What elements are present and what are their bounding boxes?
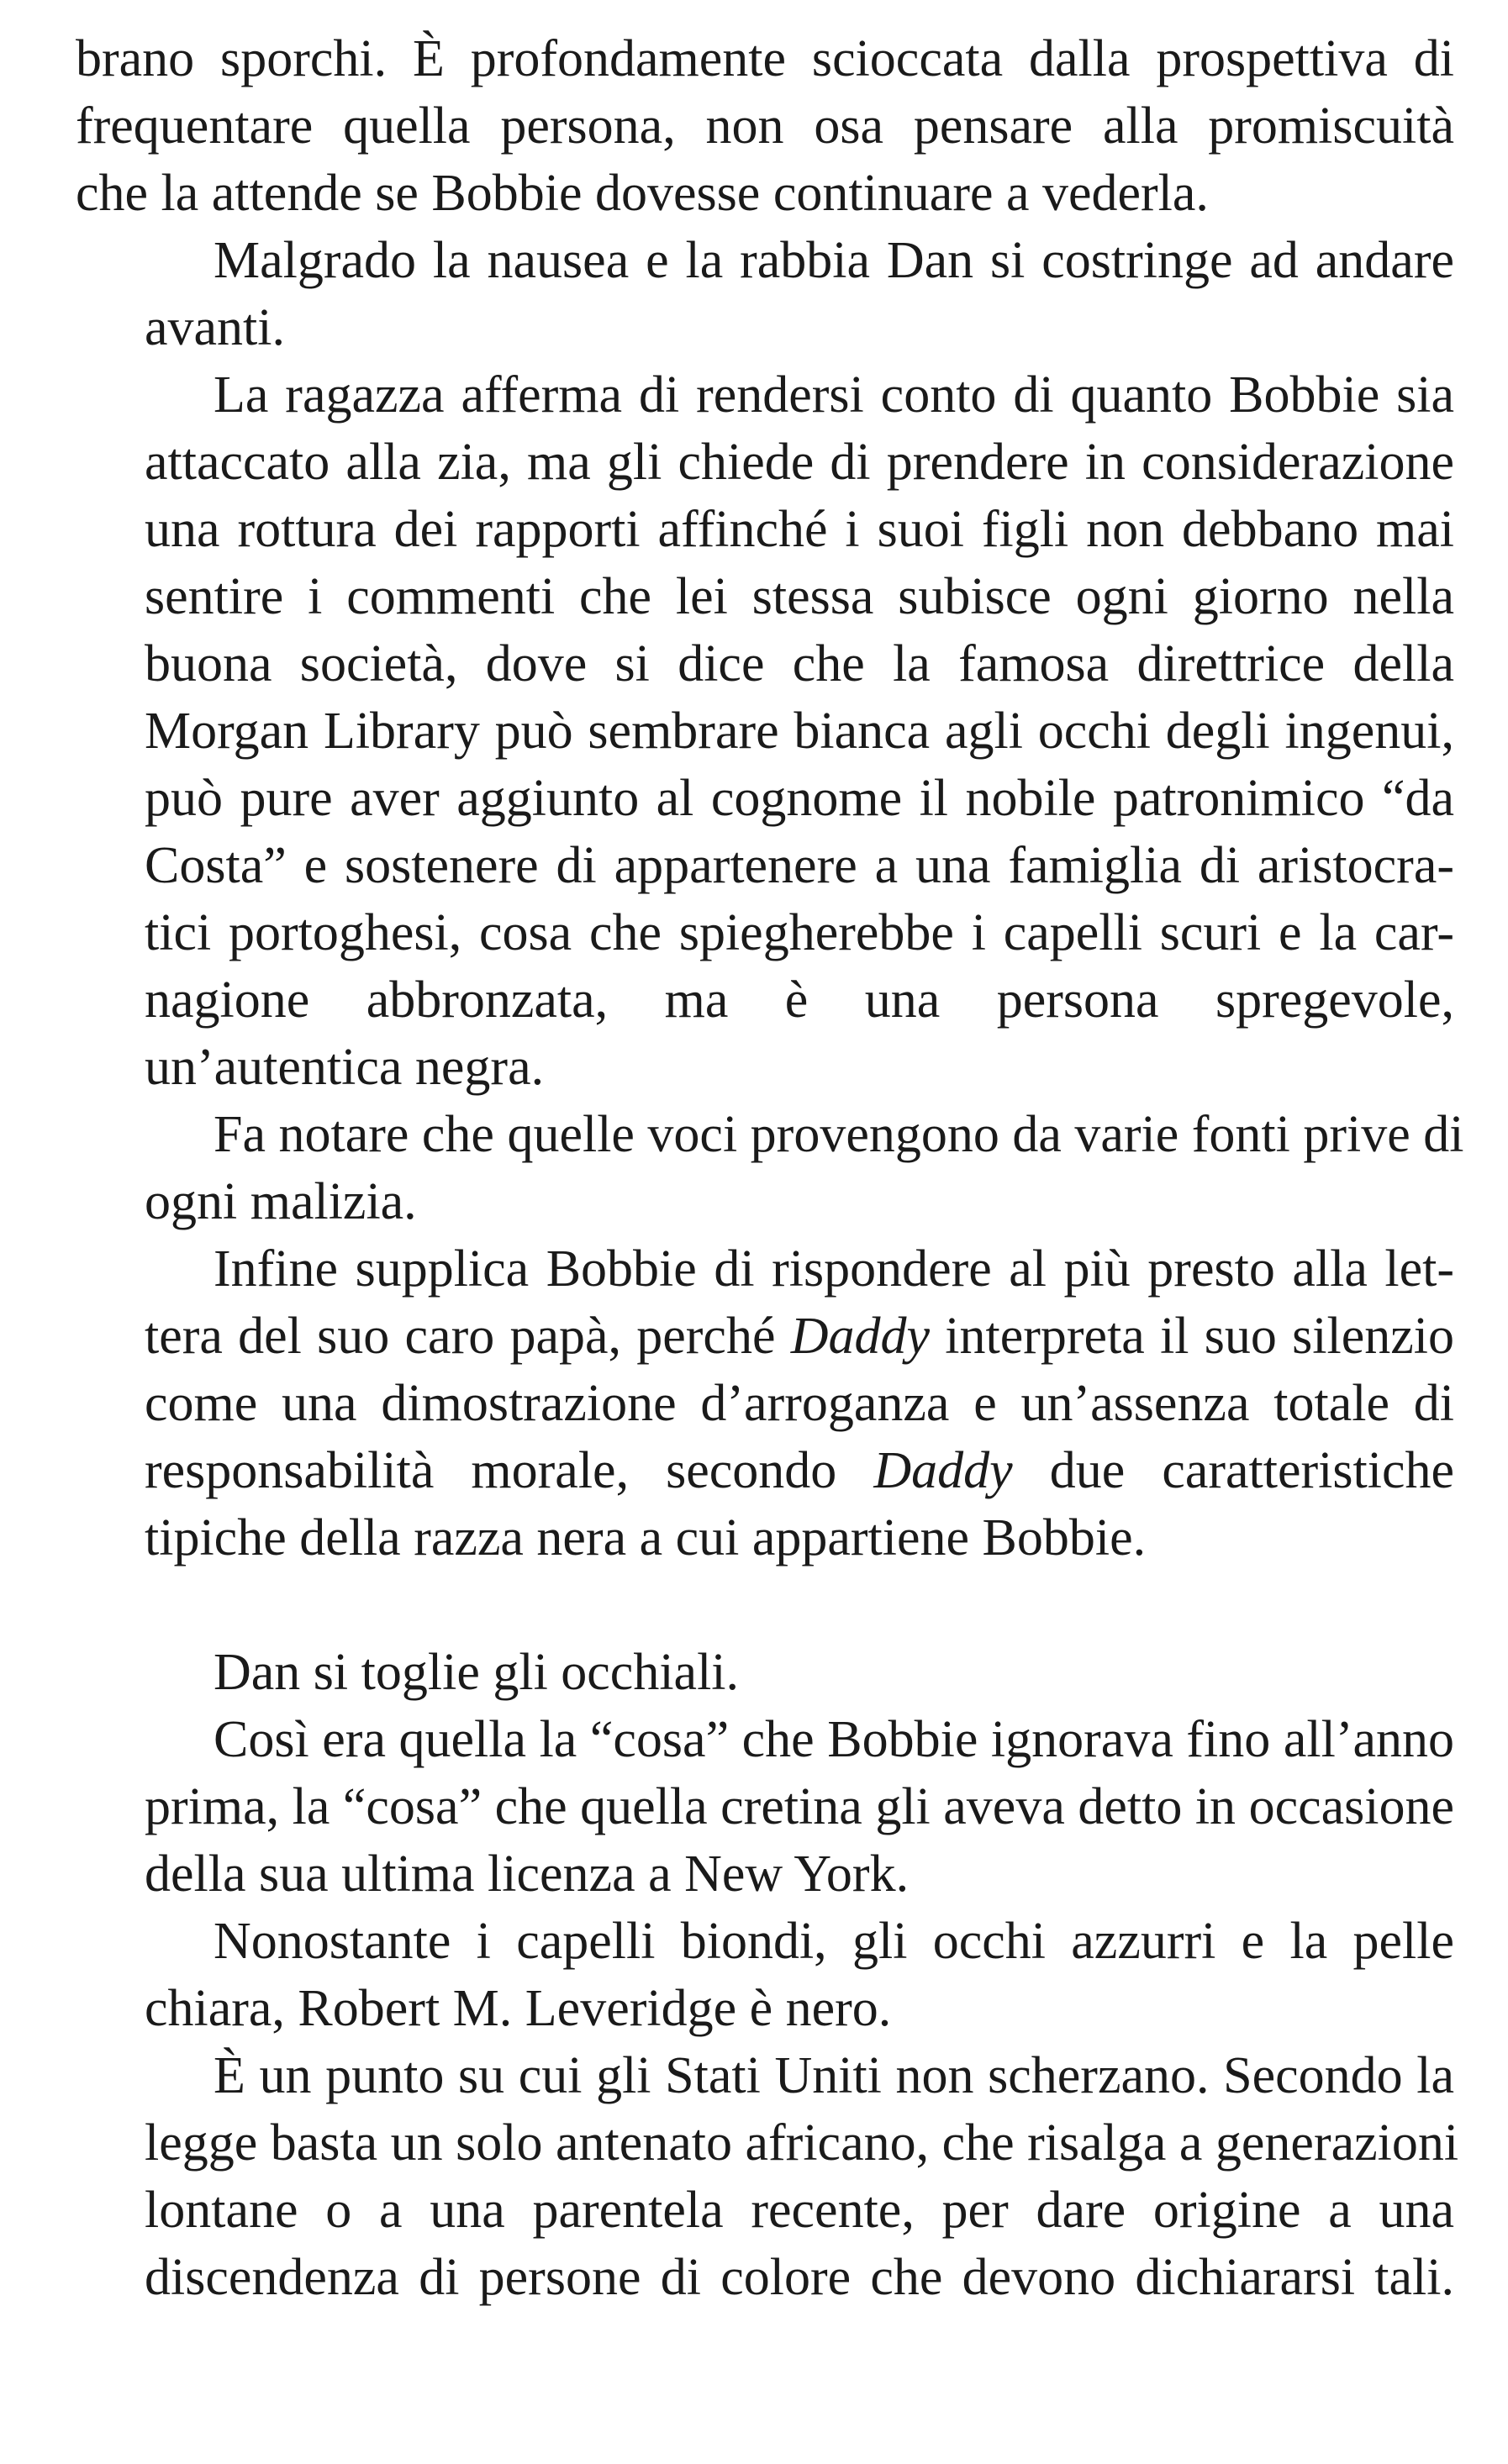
- text-line: [76, 1303, 1454, 1370]
- text-line: attaccato alla zia, ma gli chiede di prendere in considerazione: [145, 434, 1454, 491]
- paragraph: [76, 2042, 1459, 2311]
- text-run: come una dimostrazione d’arroganza e un’assenza totale di: [145, 1375, 1454, 1432]
- text-line: legge basta un solo antenato africano, che risalga a generazioni: [145, 2114, 1459, 2172]
- text-line: buona società, dove si dice che la famosa direttrice della: [145, 635, 1454, 692]
- text-line: [76, 1504, 1454, 1572]
- italic-word: Daddy: [790, 1308, 931, 1365]
- text-line: [76, 1370, 1454, 1437]
- text-line: prima, la “cosa” che quella cretina gli aveva detto in occasione: [145, 1778, 1454, 1835]
- paragraph: [76, 1706, 1454, 1908]
- text-line: [76, 1437, 1454, 1504]
- section-break: [76, 1572, 1454, 1639]
- paragraph: [76, 227, 1454, 361]
- text-line: brano sporchi. È profondamente scioccata dalla prospettiva di: [76, 30, 1454, 87]
- text-run: tipiche della razza nera a cui appartiene Bobbie.: [145, 1509, 1147, 1566]
- text-line: avanti.: [145, 299, 285, 356]
- text-line: Fa notare che quelle voci provengono da varie fonti prive di: [214, 1106, 1464, 1163]
- text-line: può pure aver aggiunto al cognome il nobile patronimico “da: [145, 770, 1454, 827]
- text-line: [76, 1235, 1454, 1303]
- text-line: una rottura dei rapporti affinché i suoi figli non debbano mai: [145, 501, 1454, 558]
- text-line: Malgrado la nausea e la rabbia Dan si costringe ad andare: [214, 232, 1454, 289]
- text-line: ogni malizia.: [145, 1173, 417, 1230]
- paragraph: [76, 1639, 1454, 1706]
- text-line: frequentare quella persona, non osa pensare alla promiscuità: [76, 97, 1454, 155]
- text-line: un’autentica negra.: [145, 1039, 545, 1096]
- paragraph: [76, 1908, 1454, 2042]
- text-line: Così era quella la “cosa” che Bobbie ignorava fino all’anno: [214, 1711, 1454, 1768]
- text-run: Infine supplica Bobbie di rispondere al più presto alla let-: [214, 1240, 1454, 1298]
- body-text: [76, 25, 1464, 2311]
- paragraph: [76, 1235, 1454, 1572]
- text-run: responsabilità morale, secondo: [145, 1442, 874, 1499]
- text-line: Nonostante i capelli biondi, gli occhi azzurri e la pelle: [214, 1913, 1454, 1970]
- text-line: tici portoghesi, cosa che spiegherebbe i capelli scuri e la car-: [145, 904, 1454, 961]
- text-line: sentire i commenti che lei stessa subisce ogni giorno nella: [145, 568, 1454, 625]
- italic-word: Daddy: [873, 1442, 1013, 1499]
- paragraph: [76, 361, 1454, 1101]
- paragraph: [76, 1101, 1464, 1235]
- text-line: che la attende se Bobbie dovesse continuare a vederla.: [76, 165, 1209, 222]
- text-run: due caratteristiche: [1012, 1442, 1454, 1499]
- text-line: Morgan Library può sembrare bianca agli occhi degli ingenui,: [145, 703, 1454, 760]
- text-line: discendenza di persone di colore che devono dichiararsi tali.: [145, 2249, 1454, 2306]
- text-line: della sua ultima licenza a New York.: [145, 1845, 910, 1903]
- text-line: lontane o a una parentela recente, per dare origine a una: [145, 2182, 1454, 2239]
- text-line: È un punto su cui gli Stati Uniti non scherzano. Secondo la: [214, 2047, 1454, 2104]
- text-line: Dan si toglie gli occhiali.: [214, 1644, 740, 1701]
- paragraph: [76, 25, 1454, 227]
- text-run: interpreta il suo silenzio: [930, 1308, 1454, 1365]
- text-line: nagione abbronzata, ma è una persona spregevole,: [145, 971, 1454, 1029]
- text-line: Costa” e sostenere di appartenere a una famiglia di aristocra-: [145, 837, 1454, 894]
- text-run: tera del suo caro papà, perché: [145, 1308, 791, 1365]
- text-line: La ragazza afferma di rendersi conto di quanto Bobbie sia: [214, 366, 1454, 424]
- text-line: chiara, Robert M. Leveridge è nero.: [145, 1980, 892, 2037]
